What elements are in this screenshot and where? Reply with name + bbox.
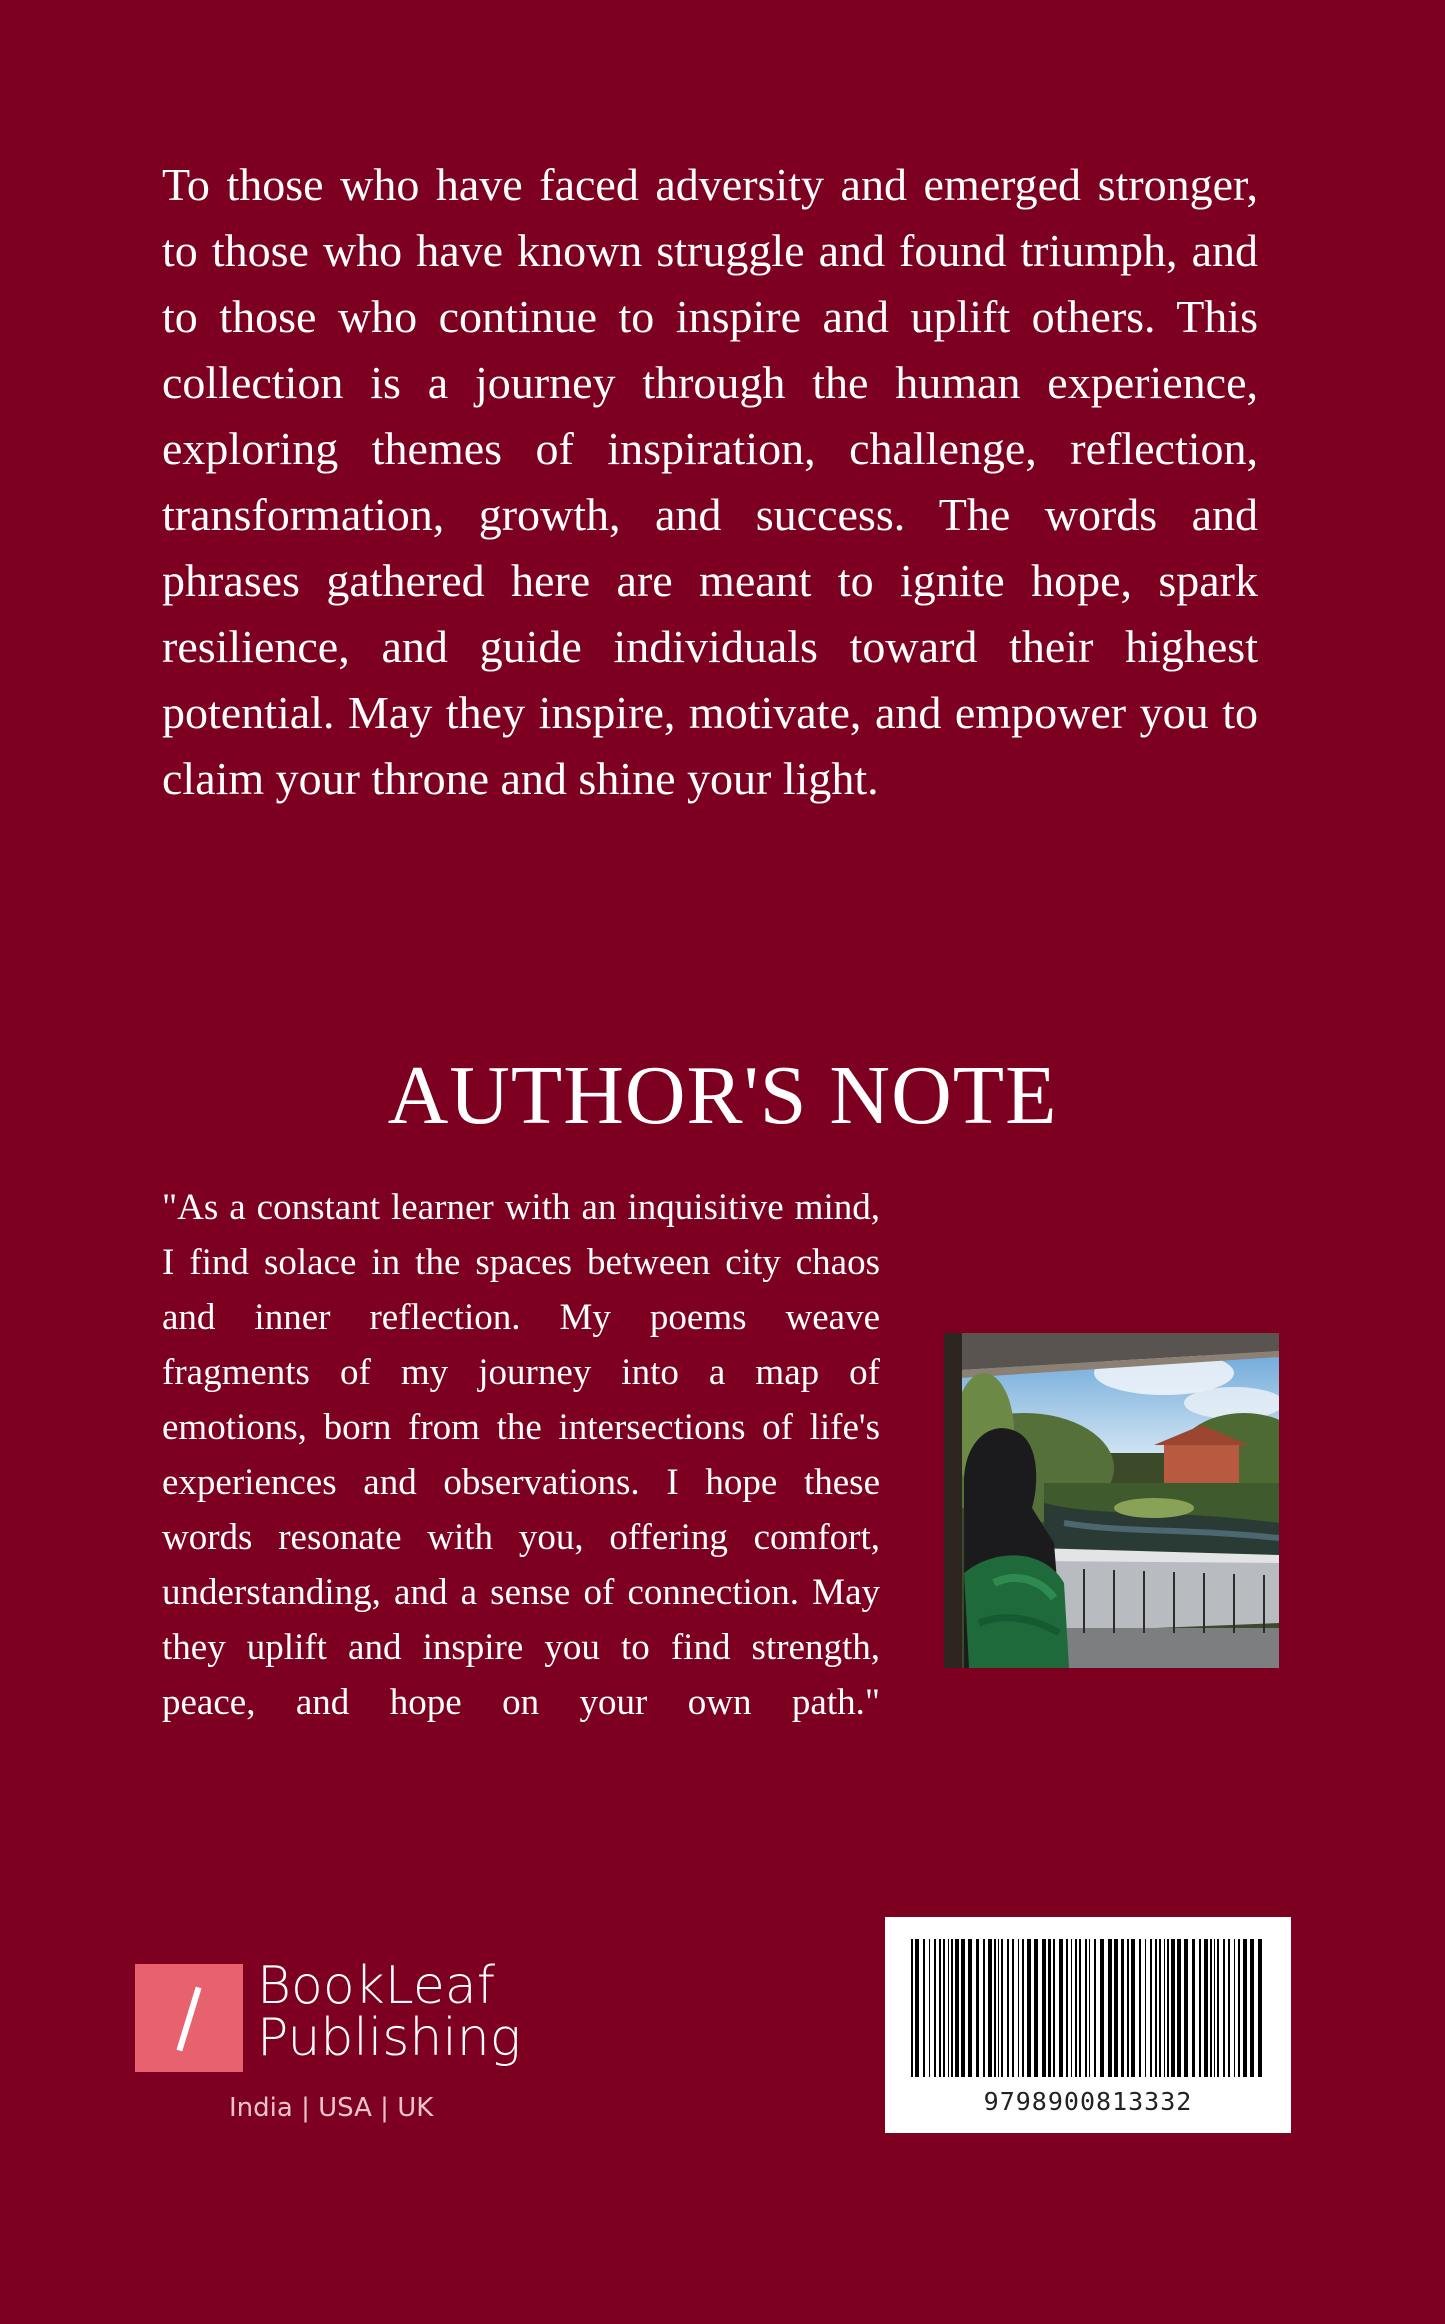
leaf-slash-icon	[135, 1964, 243, 2072]
publisher-name-line1: BookLeaf	[257, 1956, 496, 2016]
publisher-regions: India | USA | UK	[229, 2093, 434, 2123]
barcode-icon	[907, 1939, 1269, 2077]
authors-note-heading: AUTHOR'S NOTE	[387, 1049, 1058, 1142]
back-cover-blurb: To those who have faced adversity and emerged stronger, to those who have known struggle and found triumph, and to those who continue to inspire and uplift others. This collection is a journey through the human experience, exploring themes of inspiration, challenge, reflection, transformation, growth, and success. The words and phrases gathered here are meant to ignite hope, spark resilience, and guide individuals toward their highest potential. May they inspire, motivate, and empower you to claim your throne and shine your light.	[162, 159, 1258, 804]
author-photo	[944, 1333, 1279, 1668]
isbn-barcode	[885, 1917, 1291, 2133]
publisher-name-line2: Publishing	[257, 2008, 521, 2068]
publisher-logo	[135, 1956, 521, 2132]
authors-note-text: "As a constant learner with an inquisitive mind, I find solace in the spaces between city chaos and inner reflection. My poems weave fragments of my journey into a map of emotions, born from the intersections of life's experiences and observations. I hope these words resonate with you, offering comfort, understanding, and a sense of connection. May they uplift and inspire you to find strength, peace, and hope on your own path."	[162, 1187, 880, 1723]
isbn-number: 9798900813332	[983, 2087, 1193, 2116]
